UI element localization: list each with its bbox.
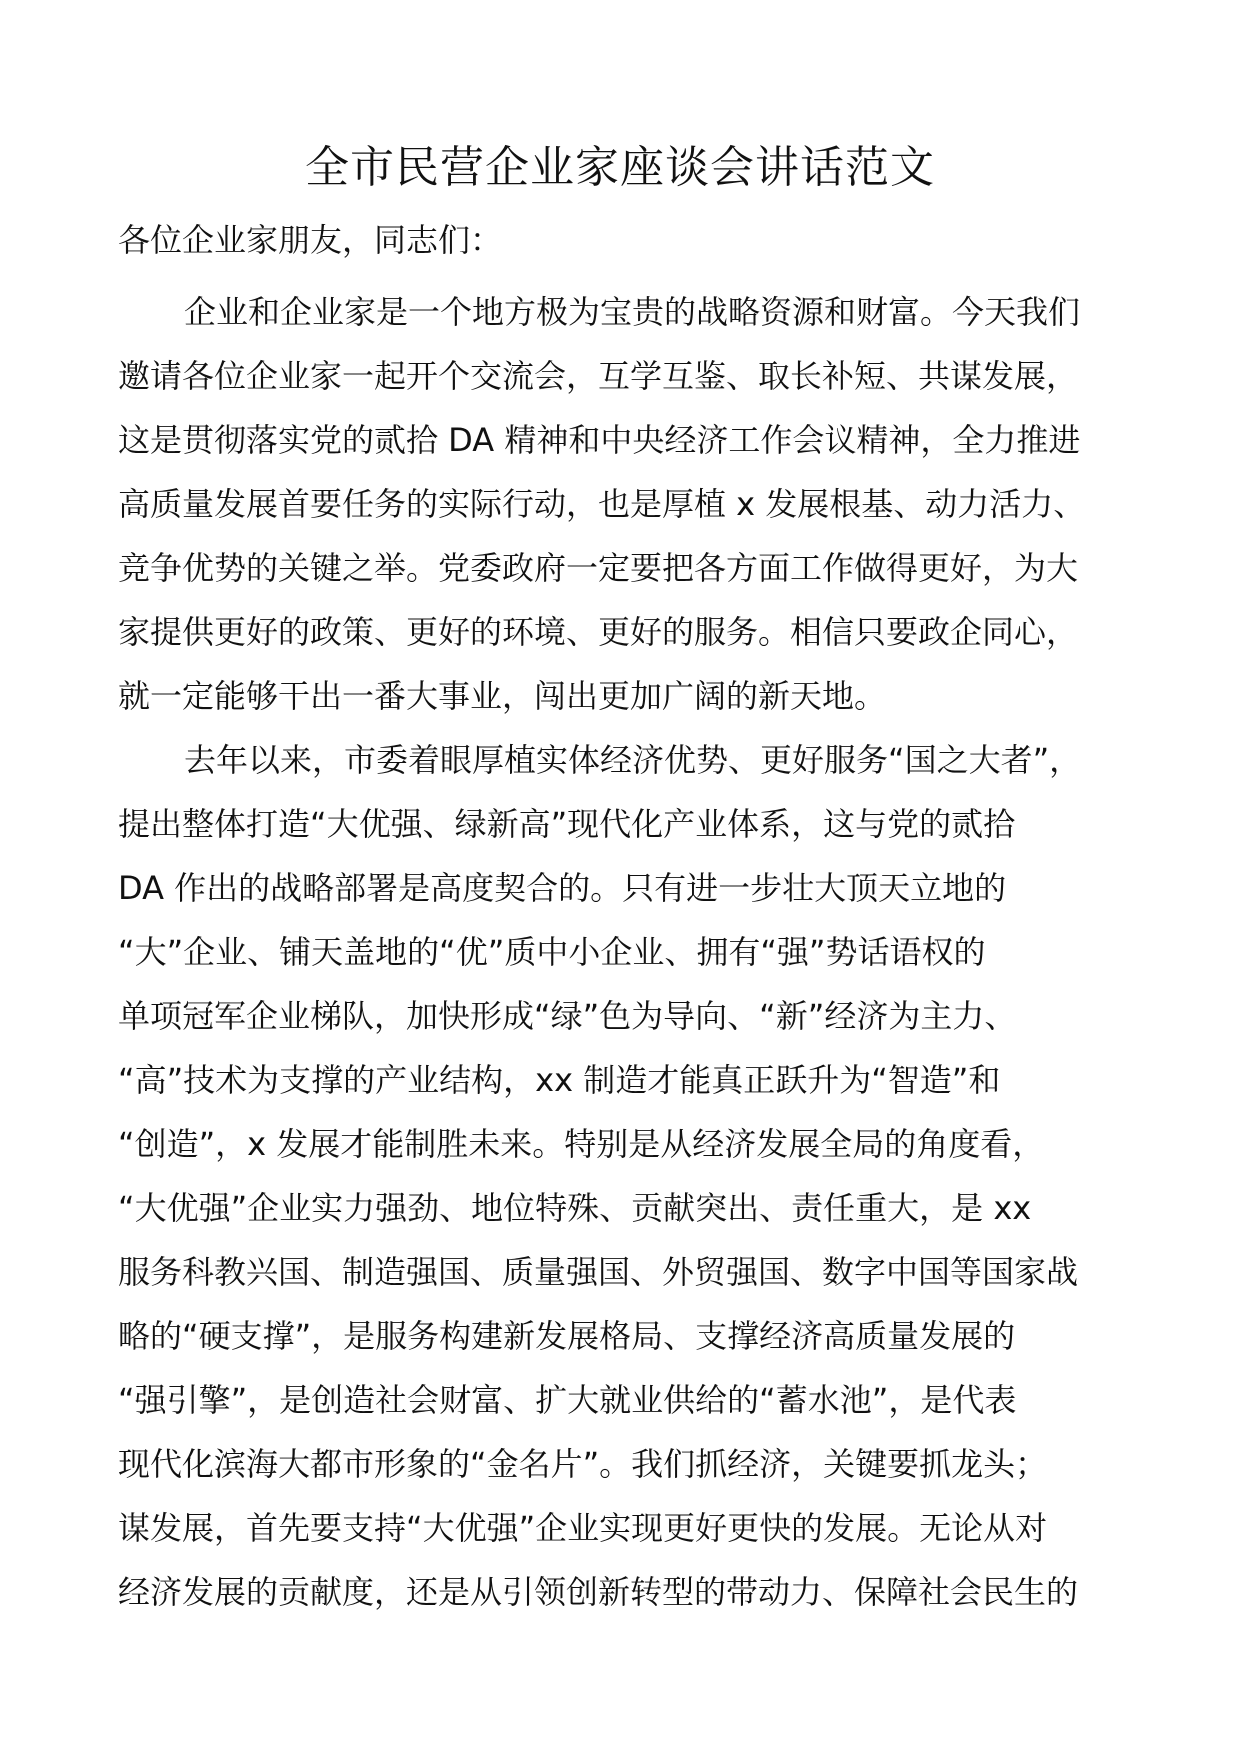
paragraph-line: “大”企业、铺天盖地的“优”质中小企业、拥有“强”势话语权的	[118, 933, 986, 971]
document-title: 全市民营企业家座谈会讲话范文	[305, 142, 935, 193]
paragraph-line: “强引擎”，是创造社会财富、扩大就业供给的“蓄水池”，是代表	[118, 1381, 1017, 1419]
paragraph-line: 单项冠军企业梯队，加快形成“绿”色为导向、“新”经济为主力、	[118, 997, 1017, 1035]
paragraph-line: 谋发展，首先要支持“大优强”企业实现更好更快的发展。无论从对	[118, 1509, 1048, 1547]
paragraph-line: 这是贯彻落实党的贰拾 DA 精神和中央经济工作会议精神，全力推进	[118, 421, 1081, 459]
paragraph-line: 现代化滨海大都市形象的“金名片”。我们抓经济，关键要抓龙头；	[118, 1445, 1048, 1483]
paragraph-line: 经济发展的贡献度，还是从引领创新转型的带动力、保障社会民生的	[118, 1573, 1079, 1611]
paragraph-line: 提出整体打造“大优强、绿新高”现代化产业体系，这与党的贰拾	[118, 805, 1016, 843]
paragraph-line: 服务科教兴国、制造强国、质量强国、外贸强国、数字中国等国家战	[118, 1253, 1079, 1291]
paragraph-line: 家提供更好的政策、更好的环境、更好的服务。相信只要政企同心，	[118, 613, 1079, 651]
paragraph-line: 略的“硬支撑”，是服务构建新发展格局、支撑经济高质量发展的	[118, 1317, 1016, 1355]
paragraph-line: DA 作出的战略部署是高度契合的。只有进一步壮大顶天立地的	[118, 869, 1007, 907]
paragraph-line: 竞争优势的关键之举。党委政府一定要把各方面工作做得更好，为大	[118, 549, 1079, 587]
paragraph-line: 邀请各位企业家一起开个交流会，互学互鉴、取长补短、共谋发展，	[118, 357, 1079, 395]
paragraph-line: 高质量发展首要任务的实际行动，也是厚植 x 发展根基、动力活力、	[118, 485, 1086, 523]
paragraph-line: “大优强”企业实力强劲、地位特殊、贡献突出、责任重大，是 xx	[118, 1189, 1032, 1227]
document-body	[118, 280, 1138, 1624]
salutation: 各位企业家朋友，同志们：	[118, 221, 503, 259]
paragraph-line: “高”技术为支撑的产业结构，xx 制造才能真正跃升为“智造”和	[118, 1061, 1001, 1099]
paragraph-line: 企业和企业家是一个地方极为宝贵的战略资源和财富。今天我们	[184, 293, 1081, 331]
paragraph-line: 去年以来，市委着眼厚植实体经济优势、更好服务“国之大者”，	[184, 741, 1082, 779]
paragraph-line: “创造”，x 发展才能制胜未来。特别是从经济发展全局的角度看，	[118, 1125, 1045, 1163]
paragraph-line: 就一定能够干出一番大事业，闯出更加广阔的新天地。	[118, 677, 887, 715]
